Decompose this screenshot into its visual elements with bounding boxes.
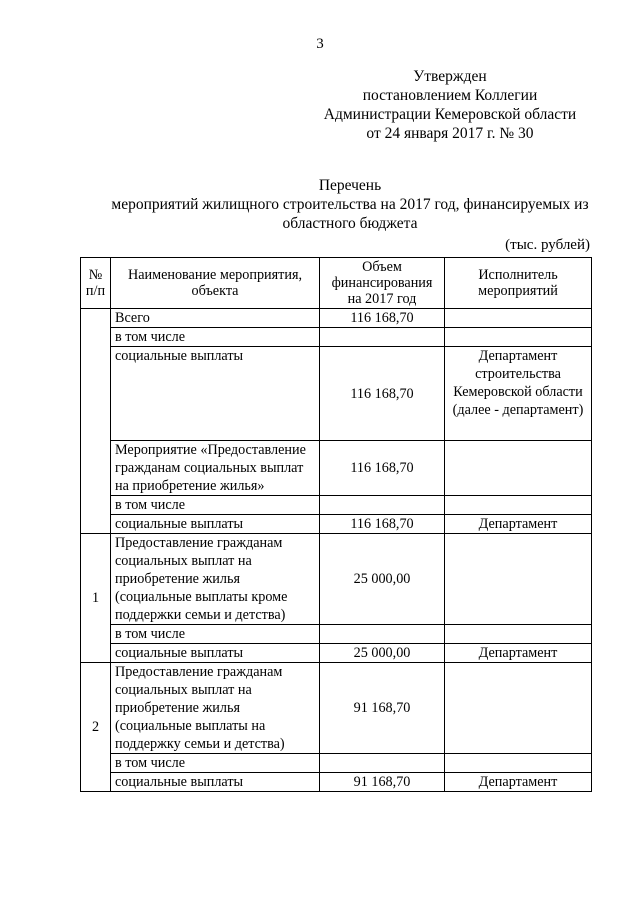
row-amount: 91 168,70 — [320, 773, 445, 792]
row-executor — [445, 441, 592, 496]
row-executor: Департамент — [445, 515, 592, 534]
row-amount: 116 168,70 — [320, 347, 445, 441]
title-line-1: Перечень — [318, 177, 382, 194]
row-executor — [445, 328, 592, 347]
row-executor — [445, 663, 592, 754]
units-label: (тыс. рублей) — [505, 237, 590, 253]
row-num: 1 — [81, 534, 111, 663]
header-executor: Исполнитель мероприятий — [445, 258, 592, 309]
header-num: № п/п — [81, 258, 111, 309]
row-executor — [445, 534, 592, 625]
row-amount: 116 168,70 — [320, 441, 445, 496]
row-name: в том числе — [111, 496, 320, 515]
row-name: Всего — [111, 309, 320, 328]
row-name: Предоставление гражданам социальных выплат на приобретение жилья (социальные выплаты кроме поддержки семьи и детства) — [111, 534, 320, 625]
title-line-3: областного бюджета — [282, 215, 418, 232]
row-executor: Департамент — [445, 773, 592, 792]
header-amount: Объем финансирования на 2017 год — [320, 258, 445, 309]
row-name: Предоставление гражданам социальных выплат на приобретение жилья (социальные выплаты на поддержку семьи и детства) — [111, 663, 320, 754]
row-amount: 25 000,00 — [320, 644, 445, 663]
row-name: социальные выплаты — [111, 773, 320, 792]
table-header-row — [81, 258, 592, 309]
table-row — [81, 663, 592, 754]
table-row — [81, 534, 592, 625]
row-name: социальные выплаты — [111, 347, 320, 441]
row-name: социальные выплаты — [111, 644, 320, 663]
table-row — [81, 515, 592, 534]
approval-line-4: от 24 января 2017 г. № 30 — [366, 125, 534, 142]
row-amount: 91 168,70 — [320, 663, 445, 754]
row-amount: 116 168,70 — [320, 515, 445, 534]
row-name: в том числе — [111, 625, 320, 644]
measures-table — [80, 257, 592, 792]
table-row — [81, 441, 592, 496]
row-amount — [320, 625, 445, 644]
row-executor: Департамент — [445, 644, 592, 663]
table-row — [81, 625, 592, 644]
table-row — [81, 347, 592, 441]
approval-block — [300, 67, 600, 143]
row-amount — [320, 328, 445, 347]
row-name: в том числе — [111, 328, 320, 347]
row-name: в том числе — [111, 754, 320, 773]
table-row — [81, 309, 592, 328]
row-amount — [320, 754, 445, 773]
approval-line-1: Утвержден — [413, 68, 487, 85]
table-row — [81, 644, 592, 663]
row-amount: 25 000,00 — [320, 534, 445, 625]
row-name: социальные выплаты — [111, 515, 320, 534]
row-amount: 116 168,70 — [320, 309, 445, 328]
approval-line-3: Администрации Кемеровской области — [323, 106, 577, 123]
header-name: Наименование мероприятия, объекта — [111, 258, 320, 309]
table-row — [81, 328, 592, 347]
row-executor — [445, 309, 592, 328]
document-title — [90, 176, 610, 233]
table-row — [81, 754, 592, 773]
row-executor — [445, 496, 592, 515]
row-executor — [445, 625, 592, 644]
table-row — [81, 773, 592, 792]
table-row — [81, 496, 592, 515]
row-num — [81, 309, 111, 534]
row-executor: Департамент строительства Кемеровской области (далее - департамент) — [445, 347, 592, 441]
page-number: 3 — [316, 36, 324, 52]
row-num: 2 — [81, 663, 111, 792]
title-line-2: мероприятий жилищного строительства на 2017 год, финансируемых из — [111, 196, 589, 213]
approval-line-2: постановлением Коллегии — [362, 87, 538, 104]
row-executor — [445, 754, 592, 773]
row-name: Мероприятие «Предоставление гражданам социальных выплат на приобретение жилья» — [111, 441, 320, 496]
row-amount — [320, 496, 445, 515]
